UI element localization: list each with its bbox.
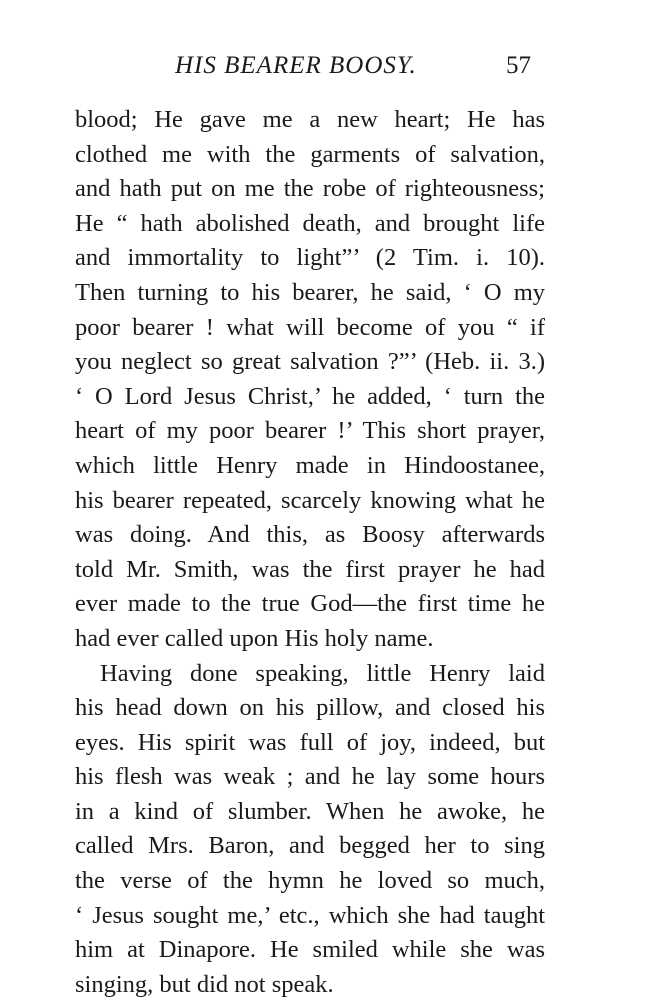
text-line: ever made to the true God—the first time he <box>75 590 545 618</box>
text-line: blood; He gave me a new heart; He has <box>75 106 545 133</box>
text-line: his head down on his pillow, and closed his <box>75 694 545 722</box>
text-line: clothed me with the garments of salvation, <box>75 140 545 168</box>
text-line: heart of my poor bearer !’ This short prayer, <box>75 417 545 445</box>
text-line: and immortality to light”’ (2 Tim. i. 10). <box>75 244 545 272</box>
text-line: called Mrs. Baron, and begged her to sing <box>75 832 545 860</box>
text-line: was doing. And this, as Boosy afterwards <box>75 521 545 549</box>
text-line: Having done speaking, little Henry laid <box>100 659 545 687</box>
text-line: eyes. His spirit was full of joy, indeed, but <box>75 728 545 756</box>
text-line: ‘ O Lord Jesus Christ,’ he added, ‘ turn the <box>75 382 545 410</box>
body-text <box>75 103 545 1002</box>
text-line: told Mr. Smith, was the first prayer he had <box>75 555 545 583</box>
text-line: singing, but did not speak. <box>75 970 334 998</box>
text-line: his bearer repeated, scarcely knowing what he <box>75 486 545 514</box>
text-line: which little Henry made in Hindoostanee, <box>75 451 545 479</box>
page-number: 57 <box>506 52 531 79</box>
running-head-title: HIS BEARER BOOSY. <box>175 52 417 79</box>
text-line: Then turning to his bearer, he said, ‘ O my <box>75 278 545 306</box>
text-line: He “ hath abolished death, and brought life <box>75 209 545 237</box>
text-line: you neglect so great salvation ?”’ (Heb. ii. 3.) <box>75 348 545 376</box>
text-line: and hath put on me the robe of righteousness; <box>75 175 545 203</box>
text-line: had ever called upon His holy name. <box>75 624 434 652</box>
text-line: poor bearer ! what will become of you “ if <box>75 313 545 341</box>
text-line: him at Dinapore. He smiled while she was <box>75 936 545 964</box>
text-line: in a kind of slumber. When he awoke, he <box>75 797 545 825</box>
text-line: the verse of the hymn he loved so much, <box>75 867 545 895</box>
text-line: his flesh was weak ; and he lay some hours <box>75 763 545 791</box>
text-line: ‘ Jesus sought me,’ etc., which she had taught <box>75 901 545 929</box>
